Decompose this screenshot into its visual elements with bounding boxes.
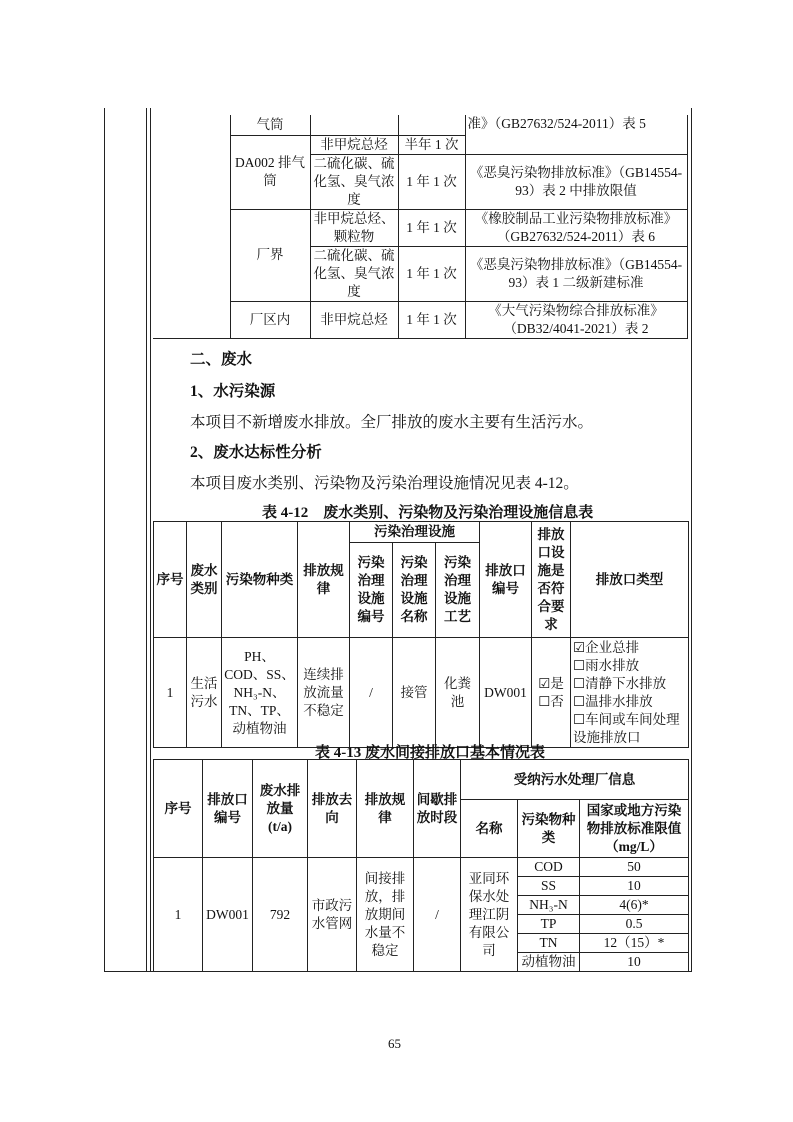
header-cell: 排放去向 [308, 760, 357, 858]
data-cell: / [350, 638, 393, 748]
header-cell: 受纳污水处理厂信息 [461, 760, 689, 800]
data-cell: DW001 [480, 638, 532, 748]
location-cell: 厂界 [230, 209, 310, 301]
pollutant-cell: 非甲烷总烃、颗粒物 [310, 209, 398, 246]
header-cell: 污染治理设施名称 [393, 543, 436, 638]
frame-divider [146, 108, 147, 972]
pollutant-cell: 动植物油 [518, 953, 580, 972]
data-cell: DW001 [203, 858, 253, 972]
location-cell: 厂区内 [230, 301, 310, 338]
data-cell: / [414, 858, 461, 972]
limit-cell: 4(6)* [580, 896, 689, 915]
header-cell: 排放规律 [357, 760, 414, 858]
header-cell: 污染治理设施编号 [350, 543, 393, 638]
table-caption: 表 4-12 废水类别、污染物及污染治理设施信息表 [262, 505, 594, 521]
limit-cell: 10 [580, 877, 689, 896]
pollutant-cell: TN [518, 934, 580, 953]
subheading: 2、废水达标性分析 [190, 444, 322, 461]
checkbox-yes[interactable]: ☑是 [538, 675, 564, 691]
checkbox-option[interactable]: ☑企业总排 [573, 639, 640, 655]
subheading: 1、水污染源 [190, 383, 276, 400]
header-cell: 排放口设施是否符合要求 [532, 522, 571, 638]
air-monitoring-table [153, 115, 688, 339]
data-cell: 生活污水 [187, 638, 222, 748]
section-heading: 二、废水 [190, 351, 253, 368]
frequency-cell: 1 年 1 次 [398, 301, 465, 338]
checkbox-option[interactable]: ☐温排水排放 [573, 693, 653, 709]
pollutant-cell: SS [518, 877, 580, 896]
standard-cell: 《大气污染物综合排放标准》（DB32/4041-2021）表 2 [465, 301, 687, 338]
frequency-cell [398, 115, 465, 135]
frequency-cell: 半年 1 次 [398, 135, 465, 154]
standard-cell: 准》（GB27632/524-2011）表 5 [465, 115, 687, 154]
frequency-cell: 1 年 1 次 [398, 154, 465, 209]
empty-cell [153, 115, 230, 338]
data-cell: 792 [253, 858, 308, 972]
paragraph: 本项目不新增废水排放。全厂排放的废水主要有生活污水。 [190, 414, 594, 431]
checkbox-no[interactable]: ☐否 [538, 693, 564, 709]
header-cell: 间歇排放时段 [414, 760, 461, 858]
limit-cell: 10 [580, 953, 689, 972]
data-cell: 市政污水管网 [308, 858, 357, 972]
table-caption: 表 4-13 废水间接排放口基本情况表 [315, 745, 545, 761]
frequency-cell: 1 年 1 次 [398, 209, 465, 246]
limit-cell: 12（15）* [580, 934, 689, 953]
checkbox-option[interactable]: ☐车间或车间处理设施排放口 [573, 711, 680, 745]
header-cell: 污染物种类 [222, 522, 298, 638]
header-cell: 名称 [461, 800, 518, 858]
standard-cell: 《恶臭污染物排放标准》（GB14554-93）表 2 中排放限值 [465, 154, 687, 209]
page-number: 65 [388, 1036, 401, 1051]
frequency-cell: 1 年 1 次 [398, 246, 465, 301]
header-cell: 序号 [154, 522, 187, 638]
checkbox-option[interactable]: ☐雨水排放 [573, 657, 640, 673]
pollutant-cell: 二硫化碳、硫化氢、臭气浓度 [310, 154, 398, 209]
outlet-type-checkboxes [571, 638, 689, 748]
pollutant-cell: 非甲烷总烃 [310, 135, 398, 154]
data-cell: 间接排放，排放期间水量不稳定 [357, 858, 414, 972]
data-cell: 化粪池 [436, 638, 480, 748]
location-cell: 气筒 [230, 115, 310, 135]
frame-divider [150, 108, 151, 972]
data-cell: PH、COD、SS、NH₃-N、TN、TP、动植物油 [222, 638, 298, 748]
data-cell: 连续排放流量不稳定 [298, 638, 350, 748]
header-cell: 排放口类型 [571, 522, 689, 638]
limit-cell: 0.5 [580, 915, 689, 934]
pollutant-cell: 二硫化碳、硫化氢、臭气浓度 [310, 246, 398, 301]
pollutant-cell: NH₃-N [518, 896, 580, 915]
header-cell: 序号 [154, 760, 203, 858]
header-cell: 国家或地方污染物排放标准限值（mg/L） [580, 800, 689, 858]
data-cell: 1 [154, 858, 203, 972]
location-cell: DA002 排气筒 [230, 135, 310, 209]
data-cell: 亚同环保水处理江阴有限公司 [461, 858, 518, 972]
pollutant-cell: COD [518, 858, 580, 877]
compliance-checkboxes [532, 638, 571, 748]
header-cell: 废水类别 [187, 522, 222, 638]
pollutant-cell: TP [518, 915, 580, 934]
header-cell: 排放口编号 [203, 760, 253, 858]
data-cell: 1 [154, 638, 187, 748]
header-cell: 污染治理设施 [350, 522, 480, 543]
pollutant-cell [310, 115, 398, 135]
header-cell: 污染治理设施工艺 [436, 543, 480, 638]
pollutant-cell: 非甲烷总烃 [310, 301, 398, 338]
data-cell: 接管 [393, 638, 436, 748]
standard-cell: 《橡胶制品工业污染物排放标准》（GB27632/524-2011）表 6 [465, 209, 687, 246]
header-cell: 废水排放量(t/a) [253, 760, 308, 858]
paragraph: 本项目废水类别、污染物及污染治理设施情况见表 4-12。 [190, 475, 579, 492]
limit-cell: 50 [580, 858, 689, 877]
wastewater-info-table [153, 521, 689, 748]
checkbox-option[interactable]: ☐清静下水排放 [573, 675, 667, 691]
header-cell: 排放规律 [298, 522, 350, 638]
indirect-outlet-table [153, 759, 689, 972]
header-cell: 污染物种类 [518, 800, 580, 858]
header-cell: 排放口编号 [480, 522, 532, 638]
standard-cell: 《恶臭污染物排放标准》（GB14554-93）表 1 二级新建标准 [465, 246, 687, 301]
